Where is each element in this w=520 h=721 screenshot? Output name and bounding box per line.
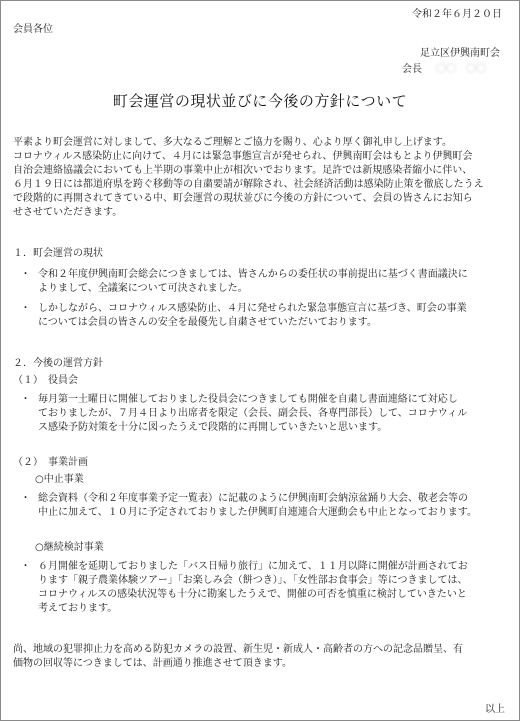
intro-line: 平素より町会運営に対しまして、多大なるご理解とご協力を賜り、心より厚く御礼申し上げます。 xyxy=(13,137,452,148)
bullet-marker: ・ xyxy=(20,561,31,572)
chair-title: 会長 xyxy=(402,64,422,75)
cancelled-events-heading: ○中止事業 xyxy=(35,474,84,485)
letter-date: 令和２年６月２０日 xyxy=(412,9,502,20)
bullet-line: ６月開催を延期しておりました「バス日帰り旅行」に加えて、１１月以降に開催が計画されてお xyxy=(38,561,468,572)
sub2-heading: （２） 事業計画 xyxy=(13,457,88,468)
section1-heading: １．町会運営の現状 xyxy=(13,248,103,259)
cancelled-events-bullet xyxy=(13,492,511,520)
sender-organization: 足立区伊興南町会 xyxy=(420,48,500,59)
bullet-marker: ・ xyxy=(20,493,31,504)
bullet-line: よりまして、全議案について可決されました。 xyxy=(38,283,248,294)
document-title: 町会運営の現状並びに今後の方針について xyxy=(112,92,408,110)
outro-line: 尚、地域の犯罪抑止力を高める防犯カメラの設置、新生児・新成人・高齢者の方への記念品贈呈、有 xyxy=(13,644,463,655)
intro-line: せさせていただきます。 xyxy=(13,207,123,218)
bullet-line: ておりましたが、７月４日より出席者を限定（会長、副会長、各専門部長）して、コロナウィル xyxy=(38,408,468,419)
intro-line: 自治会連絡協議会においても上半期の事業中止が相次いでおります。足許では新規感染者縮小に伴い、 xyxy=(13,165,473,176)
intro-paragraph xyxy=(13,136,511,220)
bullet-line: 令和２年度伊興南町会総会につきましては、皆さんからの委任状の事前提出に基づく書面議決に xyxy=(38,269,468,280)
sub1-bullet xyxy=(13,393,511,435)
bullet-line: ス感染予防対策を十分に図ったうえで段階的に再開していきたいと思います。 xyxy=(38,422,388,433)
recipient-line: 会員各位 xyxy=(13,24,53,35)
bullet-marker: ・ xyxy=(20,303,31,314)
sub1-heading: （１） 役員会 xyxy=(13,375,78,386)
bullet-line: しかしながら、コロナウィルス感染防止、４月に発せられた緊急事態宣言に基づき、町会の事業 xyxy=(38,303,467,314)
closing-paragraph xyxy=(13,643,511,671)
section1-bullet xyxy=(13,268,511,296)
bullet-line: 毎月第一土曜日に開催しておりました役員会につきましても開催を自粛し書面連絡にて対応し xyxy=(38,394,458,405)
outro-line: 価物の回収等につきましては、計画通り推進させて頂きます。 xyxy=(13,658,292,669)
bullet-marker: ・ xyxy=(20,269,31,280)
intro-line: ６月１９日には都道府県を跨ぐ移動等の自粛要請が解除され、社会経済活動は感染防止策を徹底したうえ xyxy=(13,179,484,190)
sender-chair xyxy=(402,63,486,77)
closing-word: 以上 xyxy=(485,704,505,715)
bullet-line: 中止に加えて、１０月に予定されておりました伊興町自連連合大運動会も中止となっております。 xyxy=(38,507,477,518)
bullet-line: 考えております。 xyxy=(38,603,118,614)
section1-bullet xyxy=(13,302,511,330)
under-review-bullet xyxy=(13,560,511,616)
bullet-line: ります「親子農業体験ツアー」「お楽しみ会（餅つき）」、「女性部お食事会」等につきましては、 xyxy=(38,575,468,586)
intro-line: で段階的に再開されてきている中、町会運営の現状並びに今後の方針について、会員の皆さんにお知ら xyxy=(13,193,473,204)
chair-name-redacted: 〇〇 〇〇 xyxy=(436,64,486,75)
bullet-line: 総会資料（令和２年度事業予定一覧表）に記載のように伊興南町会納涼盆踊り大会、敬老会等の xyxy=(38,493,468,504)
letter-body xyxy=(13,136,511,671)
under-review-heading: ○継続検討事業 xyxy=(35,542,104,553)
bullet-line: については会員の皆さんの安全を最優先し自粛させていただいております。 xyxy=(38,317,377,328)
bullet-marker: ・ xyxy=(20,394,31,405)
intro-line: コロナウィルス感染防止に向けて、４月には緊急事態宣言が発せられ、伊興南町会はもとより伊興町会 xyxy=(13,151,473,162)
section2-heading: ２．今後の運営方針 xyxy=(13,358,103,369)
bullet-line: コロナウィルスの感染状況等も十分に勘案したうえで、開催の可否を慎重に検討していきたいと xyxy=(38,589,467,600)
